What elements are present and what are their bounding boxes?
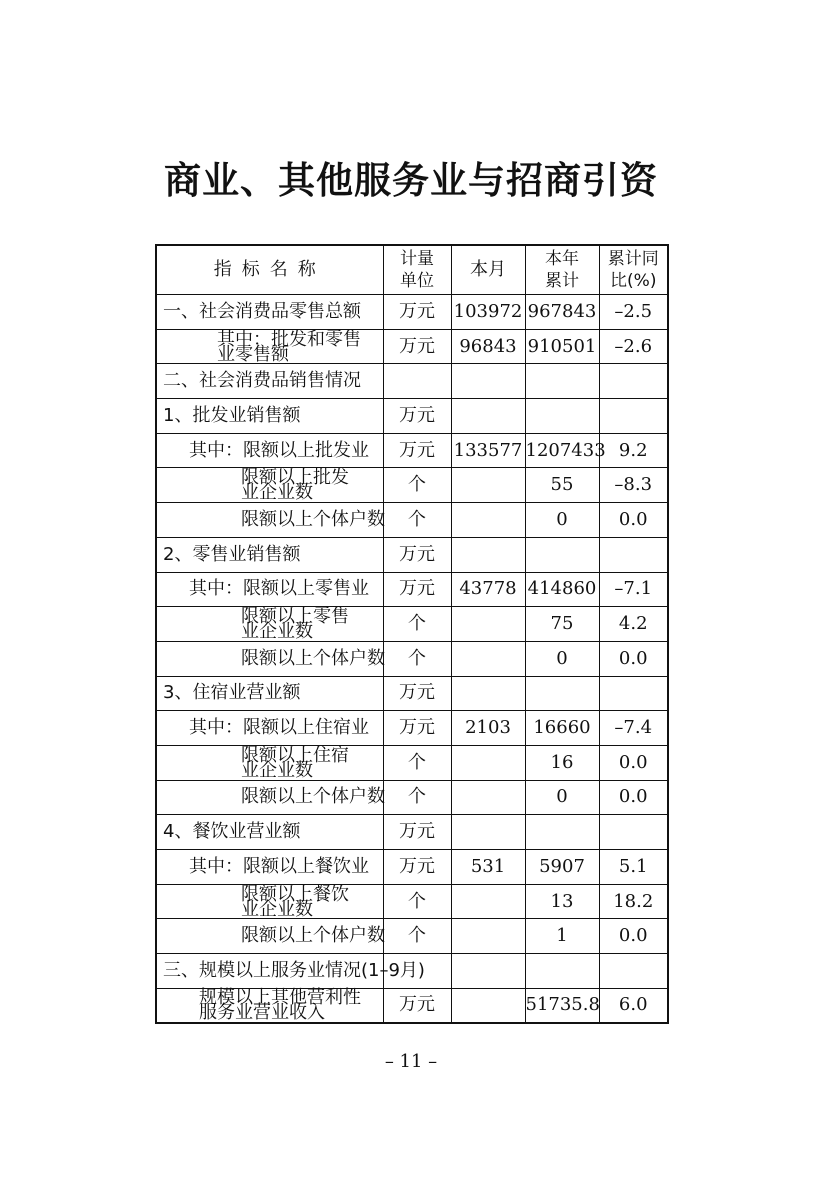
row-month (451, 745, 525, 780)
row-name (156, 884, 383, 919)
row-year (525, 954, 599, 989)
row-year: 75 (525, 607, 599, 642)
row-name-text: 限额以上住宿业企业数 (241, 744, 349, 781)
page-number: – 11 – (384, 1051, 438, 1072)
row-unit: 万元 (383, 329, 451, 364)
table-row (156, 468, 668, 503)
table-row (156, 780, 668, 815)
header-month: 本月 (451, 245, 525, 295)
row-unit: 万元 (383, 433, 451, 468)
row-unit: 个 (383, 641, 451, 676)
table-row (156, 676, 668, 711)
row-name: 限额以上个体户数 (156, 503, 383, 538)
row-month (451, 468, 525, 503)
table-row (156, 850, 668, 885)
row-yoy (599, 815, 668, 850)
header-year-text: 本年累计 (545, 249, 579, 291)
row-name: 其中：限额以上批发业 (156, 433, 383, 468)
row-name-text: 其中：批发和零售业零售额 (217, 328, 361, 365)
header-yoy (599, 245, 668, 295)
table-row (156, 572, 668, 607)
row-yoy (599, 676, 668, 711)
row-year: 16 (525, 745, 599, 780)
row-name: 2、零售业销售额 (156, 537, 383, 572)
header-indicator-name: 指标名称 (156, 245, 383, 295)
row-name: 其中：限额以上餐饮业 (156, 850, 383, 885)
row-unit: 万元 (383, 572, 451, 607)
row-month: 531 (451, 850, 525, 885)
row-year: 0 (525, 641, 599, 676)
row-year (525, 815, 599, 850)
table-row (156, 295, 668, 330)
table-row (156, 919, 668, 954)
row-name: 二、社会消费品销售情况 (156, 364, 383, 399)
row-name-text: 限额以上零售业企业数 (241, 606, 349, 643)
row-month: 133577 (451, 433, 525, 468)
row-name-text: 规模以上其他营利性服务业营业收入 (199, 987, 361, 1024)
row-name: 4、餐饮业营业额 (156, 815, 383, 850)
row-name: 一、社会消费品零售总额 (156, 295, 383, 330)
row-yoy: –8.3 (599, 468, 668, 503)
table-header-row (156, 245, 668, 295)
table-row (156, 884, 668, 919)
row-unit: 个 (383, 745, 451, 780)
row-yoy (599, 954, 668, 989)
row-yoy: –2.5 (599, 295, 668, 330)
row-month (451, 988, 525, 1023)
row-name: 限额以上个体户数 (156, 780, 383, 815)
row-yoy: 0.0 (599, 641, 668, 676)
table-row (156, 988, 668, 1023)
row-year (525, 364, 599, 399)
row-year: 16660 (525, 711, 599, 746)
row-yoy: 18.2 (599, 884, 668, 919)
row-year: 13 (525, 884, 599, 919)
row-unit: 万元 (383, 676, 451, 711)
row-yoy (599, 399, 668, 434)
row-unit: 个 (383, 919, 451, 954)
row-name: 其中：限额以上住宿业 (156, 711, 383, 746)
row-name: 限额以上个体户数 (156, 919, 383, 954)
row-month (451, 919, 525, 954)
row-unit: 个 (383, 503, 451, 538)
row-yoy: 6.0 (599, 988, 668, 1023)
row-month (451, 641, 525, 676)
row-unit: 万元 (383, 815, 451, 850)
row-unit: 万元 (383, 988, 451, 1023)
table-row (156, 711, 668, 746)
row-name-text: 限额以上批发业企业数 (241, 467, 349, 504)
row-name: 3、住宿业营业额 (156, 676, 383, 711)
row-year: 0 (525, 503, 599, 538)
row-name: 1、批发业销售额 (156, 399, 383, 434)
row-unit: 万元 (383, 850, 451, 885)
table-row (156, 503, 668, 538)
row-month: 43778 (451, 572, 525, 607)
table-row (156, 537, 668, 572)
row-year: 55 (525, 468, 599, 503)
row-unit: 个 (383, 780, 451, 815)
row-year: 910501 (525, 329, 599, 364)
row-year: 967843 (525, 295, 599, 330)
row-yoy: 4.2 (599, 607, 668, 642)
row-unit (383, 364, 451, 399)
row-year: 1 (525, 919, 599, 954)
row-yoy: –7.1 (599, 572, 668, 607)
row-year: 5907 (525, 850, 599, 885)
header-unit-text: 计量单位 (400, 249, 434, 291)
statistics-table (155, 244, 669, 1024)
row-name: 限额以上个体户数 (156, 641, 383, 676)
row-month (451, 676, 525, 711)
row-unit: 万元 (383, 711, 451, 746)
row-year (525, 676, 599, 711)
row-year (525, 537, 599, 572)
row-unit: 个 (383, 884, 451, 919)
header-year (525, 245, 599, 295)
row-month (451, 884, 525, 919)
header-unit (383, 245, 451, 295)
row-month: 96843 (451, 329, 525, 364)
row-year: 414860 (525, 572, 599, 607)
table-row (156, 815, 668, 850)
row-month (451, 607, 525, 642)
header-yoy-text: 累计同比(%) (607, 249, 659, 291)
row-year: 1207433 (525, 433, 599, 468)
table-row (156, 641, 668, 676)
row-month (451, 364, 525, 399)
row-yoy: 5.1 (599, 850, 668, 885)
row-name-text: 限额以上餐饮业企业数 (241, 883, 349, 920)
row-name (156, 988, 383, 1023)
row-name (156, 745, 383, 780)
table-row (156, 399, 668, 434)
row-yoy: 9.2 (599, 433, 668, 468)
row-month (451, 399, 525, 434)
row-yoy (599, 537, 668, 572)
row-unit: 个 (383, 607, 451, 642)
row-yoy: 0.0 (599, 503, 668, 538)
row-unit: 万元 (383, 537, 451, 572)
row-month (451, 780, 525, 815)
row-unit: 个 (383, 468, 451, 503)
row-month (451, 954, 525, 989)
row-month (451, 537, 525, 572)
row-name (156, 468, 383, 503)
row-name: 三、规模以上服务业情况(1–9月) (156, 954, 383, 989)
row-year: 0 (525, 780, 599, 815)
row-unit: 万元 (383, 295, 451, 330)
table-row (156, 745, 668, 780)
row-name (156, 607, 383, 642)
row-yoy: –7.4 (599, 711, 668, 746)
row-name: 其中：限额以上零售业 (156, 572, 383, 607)
row-yoy: 0.0 (599, 745, 668, 780)
page-title: 商业、其他服务业与招商引资 (164, 159, 658, 202)
row-month (451, 503, 525, 538)
row-month: 103972 (451, 295, 525, 330)
table-row (156, 329, 668, 364)
row-yoy (599, 364, 668, 399)
table-row (156, 954, 668, 989)
row-yoy: –2.6 (599, 329, 668, 364)
row-name (156, 329, 383, 364)
table-row (156, 364, 668, 399)
row-month (451, 815, 525, 850)
row-month: 2103 (451, 711, 525, 746)
row-yoy: 0.0 (599, 780, 668, 815)
row-unit: 万元 (383, 399, 451, 434)
table-row (156, 433, 668, 468)
row-year: 51735.8 (525, 988, 599, 1023)
table-row (156, 607, 668, 642)
row-year (525, 399, 599, 434)
row-yoy: 0.0 (599, 919, 668, 954)
